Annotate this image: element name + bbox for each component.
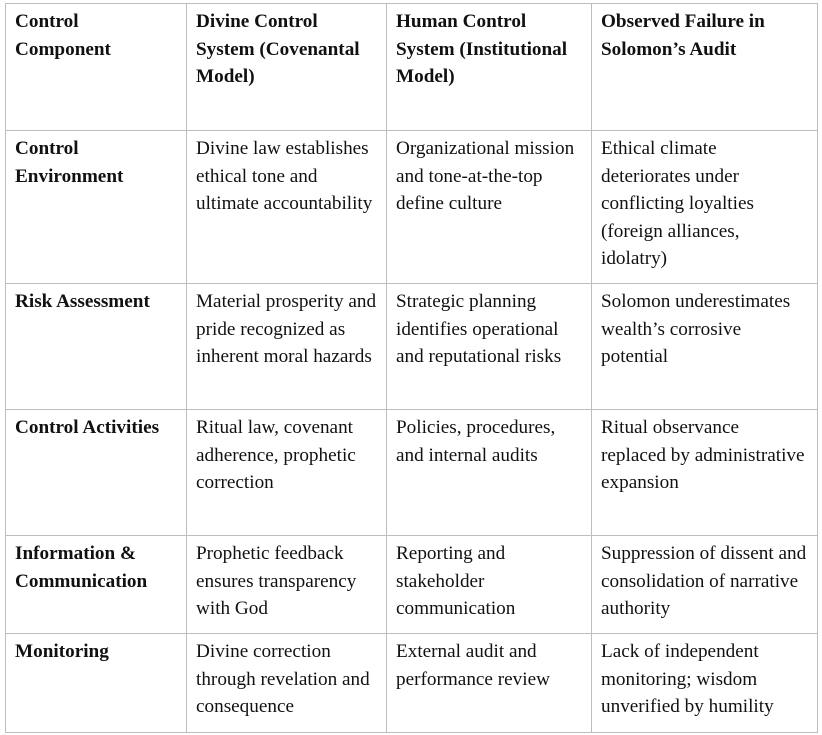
cell-failure: Lack of independent monitoring; wisdom unverified by humility	[592, 634, 818, 733]
table-row	[6, 284, 818, 410]
cell-component: Information & Communication	[6, 536, 187, 634]
cell-human: External audit and performance review	[387, 634, 592, 733]
table-header-row	[6, 4, 818, 131]
table-row	[6, 410, 818, 536]
header-observed-failure: Observed Failure in Solomon’s Audit	[592, 4, 818, 131]
table-row	[6, 536, 818, 634]
header-human-control-system: Human Control System (Institutional Model)	[387, 4, 592, 131]
cell-divine: Prophetic feedback ensures transparency with God	[187, 536, 387, 634]
cell-component: Risk Assessment	[6, 284, 187, 410]
cell-failure: Ethical climate deteriorates under conflicting loyalties (foreign alliances, idolatry)	[592, 131, 818, 284]
cell-failure: Solomon underestimates wealth’s corrosive potential	[592, 284, 818, 410]
cell-divine: Divine law establishes ethical tone and ultimate accountability	[187, 131, 387, 284]
cell-component: Control Activities	[6, 410, 187, 536]
cell-human: Organizational mission and tone-at-the-top define culture	[387, 131, 592, 284]
table-row	[6, 634, 818, 733]
cell-failure: Suppression of dissent and consolidation of narrative authority	[592, 536, 818, 634]
cell-human: Policies, procedures, and internal audits	[387, 410, 592, 536]
control-comparison-table	[5, 3, 818, 733]
cell-component: Monitoring	[6, 634, 187, 733]
cell-divine: Divine correction through revelation and consequence	[187, 634, 387, 733]
cell-human: Reporting and stakeholder communication	[387, 536, 592, 634]
cell-human: Strategic planning identifies operational and reputational risks	[387, 284, 592, 410]
cell-divine: Ritual law, covenant adherence, prophetic correction	[187, 410, 387, 536]
header-control-component: Control Component	[6, 4, 187, 131]
table-row	[6, 131, 818, 284]
header-divine-control-system: Divine Control System (Covenantal Model)	[187, 4, 387, 131]
cell-divine: Material prosperity and pride recognized as inherent moral hazards	[187, 284, 387, 410]
cell-component: Control Environment	[6, 131, 187, 284]
cell-failure: Ritual observance replaced by administrative expansion	[592, 410, 818, 536]
